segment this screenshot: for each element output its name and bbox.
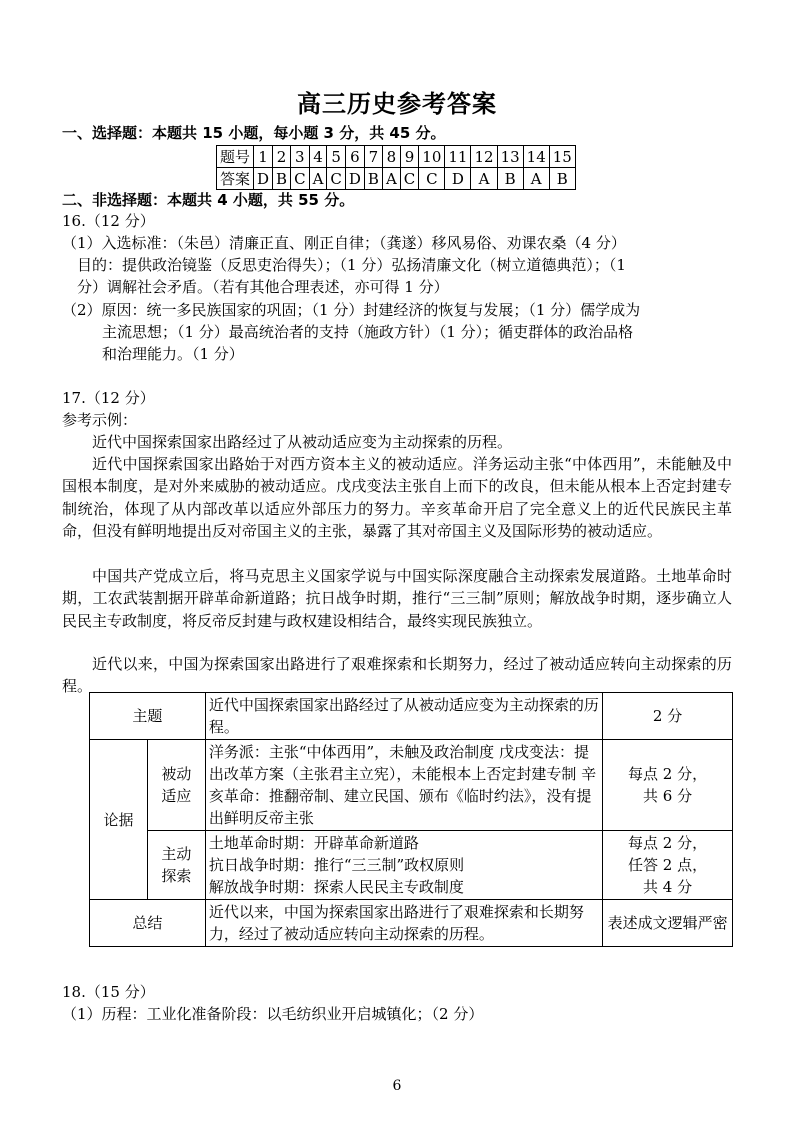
question-number: 15 [549,146,575,168]
question-number: 6 [345,146,364,168]
active-score: 每点 2 分， 任答 2 点， 共 4 分 [603,831,733,900]
question-number: 1 [254,146,273,168]
page-title: 高三历史参考答案 [297,89,497,118]
question-number: 9 [400,146,418,168]
summary-score: 表述成文逻辑严密 [603,900,733,947]
q16-line: 分）调解社会矛盾。（若有其他合理表述，亦可得 1 分） [77,278,449,296]
answer-cell: C [400,168,418,190]
table-row [90,831,733,900]
q18-number: 18.（15 分） [62,983,155,1001]
section1-heading: 一、选择题：本题共 15 小题，每小题 3 分，共 45 分。 [62,124,446,142]
table-row [90,693,733,740]
question-number: 2 [273,146,291,168]
theme-score: 2 分 [603,693,733,740]
question-number: 3 [291,146,309,168]
page-number: 6 [392,1078,402,1094]
row-label: 答案 [217,168,254,190]
question-number: 11 [445,146,471,168]
table-row [90,900,733,947]
question-number: 8 [382,146,400,168]
question-number: 12 [471,146,497,168]
q17-number: 17.（12 分） [62,389,155,407]
active-text: 土地革命时期：开辟革命新道路 抗日战争时期：推行“三三制”政权原则 解放战争时期：探索人民民主专政制度 [205,831,602,900]
q17-scoring-table [89,692,733,947]
answer-cell: A [382,168,400,190]
q17-example-label: 参考示例： [62,411,138,429]
question-number: 10 [419,146,445,168]
answer-key-number-row [217,146,576,168]
answer-cell: A [471,168,497,190]
answer-key-answer-row [217,168,576,190]
summary-label: 总结 [90,900,206,947]
answer-cell: D [254,168,273,190]
q16-line: 和治理能力。（1 分） [102,345,244,363]
evidence-label: 论据 [90,740,148,900]
q17-paragraph: 中国共产党成立后，将马克思主义国家学说与中国实际深度融合主动探索发展道路。土地革命时期，工农武装割据开辟革命新道路；抗日战争时期，推行“三三制”原则；解放战争时期，逐步确立人民民主专政制度，将反帝反封建与政权建设相结合，最终实现民族独立。 [62,567,732,630]
summary-text: 近代以来，中国为探索国家出路进行了艰难探索和长期努力，经过了被动适应转向主动探索的历程。 [205,900,602,947]
question-number: 7 [364,146,382,168]
answer-cell: D [345,168,364,190]
answer-cell: D [445,168,471,190]
answer-cell: B [273,168,291,190]
q17-paragraph: 近代中国探索国家出路经过了从被动适应变为主动探索的历程。 [92,433,513,451]
q16-number: 16.（12 分） [62,212,155,230]
answer-cell: B [364,168,382,190]
q16-line: （2）原因：统一多民族国家的巩固；（1 分）封建经济的恢复与发展；（1 分）儒学成为 [62,301,641,319]
passive-label: 被动 适应 [147,740,205,831]
q16-line: 主流思想；（1 分）最高统治者的支持（施政方针）（1 分）；循吏群体的政治品格 [102,323,634,341]
row-label: 题号 [217,146,254,168]
answer-cell: A [309,168,327,190]
answer-cell: C [327,168,345,190]
q16-line: 目的：提供政治镜鉴（反思吏治得失）；（1 分）弘扬清廉文化（树立道德典范）；（1 [77,256,626,274]
section2-heading: 二、非选择题：本题共 4 小题，共 55 分。 [62,191,355,209]
question-number: 13 [497,146,523,168]
theme-label: 主题 [90,693,206,740]
question-number: 4 [309,146,327,168]
q16-line: （1）入选标准：（朱邑）清廉正直、刚正自律；（龚遂）移风易俗、劝课农桑（4 分） [62,234,626,252]
theme-text: 近代中国探索国家出路经过了从被动适应变为主动探索的历程。 [205,693,602,740]
active-label: 主动 探索 [147,831,205,900]
q17-paragraph: 近代中国探索国家出路始于对西方资本主义的被动适应。洋务运动主张“中体西用”，未能触及中国根本制度，是对外来威胁的被动适应。戊戌变法主张自上而下的改良，但未能从根本上否定封建专制统治，体现了从内部改革以适应外部压力的努力。辛亥革命开启了完全意义上的近代民族民主革命，但没有鲜明地提出反对帝国主义的主张，暴露了其对帝国主义及国际形势的被动适应。 [62,455,732,540]
q17-paragraph: 近代以来，中国为探索国家出路进行了艰难探索和长期努力，经过了被动适应转向主动探索的历程。 [62,655,732,696]
answer-cell: A [523,168,549,190]
answer-cell: C [291,168,309,190]
question-number: 14 [523,146,549,168]
passive-score: 每点 2 分， 共 6 分 [603,740,733,831]
answer-key-table [216,145,576,190]
answer-cell: B [549,168,575,190]
q18-line: （1）历程：工业化准备阶段：以毛纺织业开启城镇化；（2 分） [62,1005,484,1023]
answer-cell: B [497,168,523,190]
answer-cell: C [419,168,445,190]
passive-text: 洋务派：主张“中体西用”，未触及政治制度 戊戌变法：提出改革方案（主张君主立宪），未能根本上否定封建专制 辛亥革命：推翻帝制、建立民国、颁布《临时约法》，没有提出鲜明反帝主张 [205,740,602,831]
question-number: 5 [327,146,345,168]
table-row [90,740,733,831]
